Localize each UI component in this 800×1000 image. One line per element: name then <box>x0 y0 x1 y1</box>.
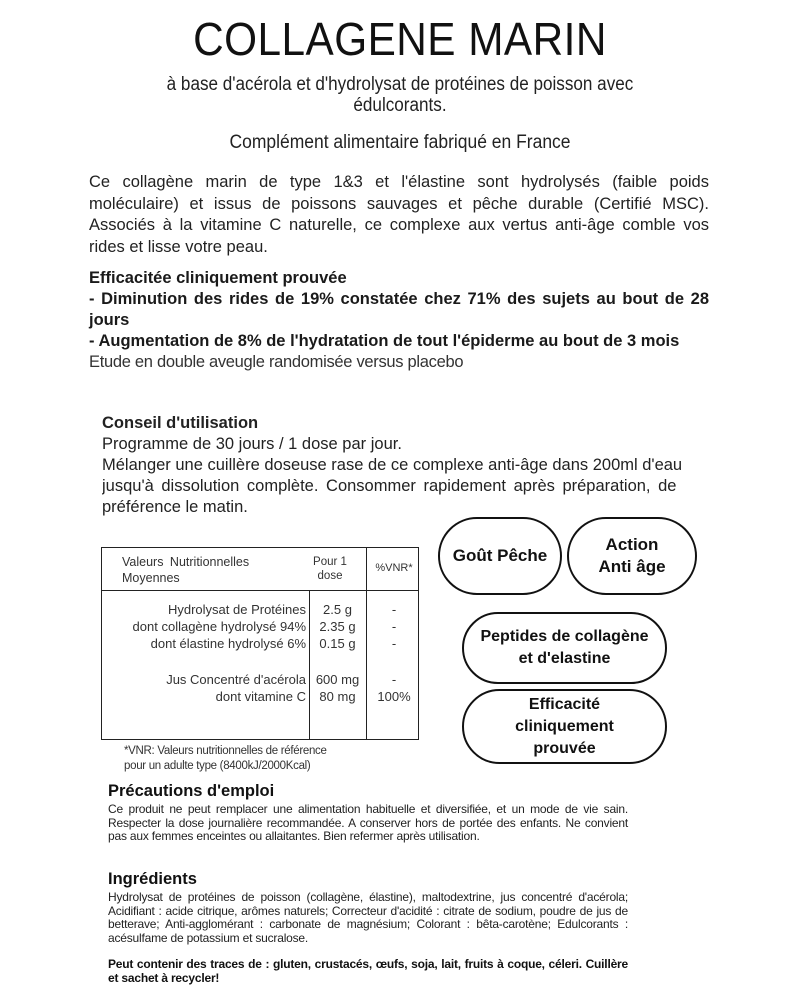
table-header-vnr: %VNR* <box>375 562 413 574</box>
header-text: dose <box>317 570 343 582</box>
nutrient-label: Jus Concentré d'acérola <box>166 672 306 687</box>
nutrient-value: 2.35 g <box>319 619 356 634</box>
usage-section <box>102 413 716 518</box>
efficacy-claim: - Augmentation de 8% de l'hydratation de tout l'épiderme au bout de 3 mois <box>89 332 680 350</box>
study-note: Etude en double aveugle randomisée versus placebo <box>89 353 464 371</box>
product-description: Ce collagène marin de type 1&3 et l'élastine sont hydrolysés (faible poids moléculaire) et issus de poissons sauvages et pêche durable (Certifié MSC). Associés à la vitamine C naturelle, ce complexe aux vertus anti-âge comble vos rides et lisse votre peau. <box>89 173 709 256</box>
usage-heading: Conseil d'utilisation <box>102 414 259 432</box>
table-divider <box>102 590 418 591</box>
ingredients-text: Hydrolysat de protéines de poisson (collagène, élastine), maltodextrine, jus concentré d'acérola; Acidifiant : acide citrique, arômes naturels; Correcteur d'acidité : citrate de sodium, poudre de jus de betterave; Anti-agglomérant : carbonate de magnésium; Colorant : bêta-carotène; Edulcorants : acésulfame de potassium et sucralose. <box>108 890 628 945</box>
nutrient-vnr: 100% <box>377 689 411 704</box>
badge-text: Goût Pêche <box>452 546 548 565</box>
product-subtitle: à base d'acérola et d'hydrolysat de protéines de poisson avec édulcorants. <box>166 74 634 116</box>
allergen-traces: Peut contenir des traces de : gluten, crustacés, œufs, soja, lait, fruits à coque, céleri. Cuillère et sachet à recycler! <box>108 957 628 985</box>
badge-text: Anti âge <box>598 557 666 576</box>
nutrient-vnr: - <box>391 619 397 634</box>
nutrient-vnr: - <box>391 672 397 687</box>
efficacy-section <box>89 268 709 373</box>
efficacy-heading: Efficacitée cliniquement prouvée <box>89 269 347 287</box>
nutrient-label: dont élastine hydrolysé 6% <box>150 636 306 651</box>
nutrient-value: 80 mg <box>319 689 356 704</box>
badge-anti-age <box>567 517 697 595</box>
nutrient-value: 0.15 g <box>319 636 356 651</box>
footnote-text: *VNR: Valeurs nutritionnelles de référence <box>124 745 327 757</box>
nutrient-value: 600 mg <box>315 672 360 687</box>
efficacy-claim: - Diminution des rides de 19% constatée chez 71% des sujets au bout de 28 jours <box>89 290 709 329</box>
product-title: COLLAGENE MARIN <box>193 13 607 65</box>
badge-clinically-proven <box>462 689 667 764</box>
badge-text: Peptides de collagène <box>480 628 649 645</box>
badge-peptides <box>462 612 667 684</box>
badge-text: cliniquement <box>515 717 614 735</box>
badge-text: prouvée <box>533 739 596 757</box>
usage-instructions: préférence le matin. <box>102 498 248 516</box>
nutrient-vnr: - <box>391 602 397 617</box>
header-text: Pour 1 <box>313 556 347 568</box>
precautions-text: Ce produit ne peut remplacer une alimentation habituelle et diversifiée, et un mode de vie sain. Respecter la dose journalière recommandée. A conserver hors de portée des enfants. Ne convient pas aux femmes enceintes ou allaitantes. Bien refermer après utilisation. <box>108 802 628 843</box>
badge-text: Action <box>605 535 659 554</box>
nutrient-label: dont vitamine C <box>215 689 306 704</box>
header-text: Valeurs Nutritionnelles <box>122 555 250 569</box>
table-divider <box>366 548 367 739</box>
nutrient-label: Hydrolysat de Protéines <box>167 602 306 617</box>
table-header-dose <box>302 555 358 583</box>
footnote-text: pour un adulte type (8400kJ/2000Kcal) <box>124 760 311 772</box>
ingredients-heading: Ingrédients <box>108 870 197 888</box>
nutrient-value: 2.5 g <box>323 602 352 617</box>
usage-instructions: jusqu'à dissolution complète. Consommer rapidement après préparation, de <box>102 477 677 495</box>
nutrient-vnr: - <box>391 636 397 651</box>
nutrition-table <box>101 547 419 740</box>
badge-text: et d'elastine <box>518 650 611 667</box>
nutrient-label: dont collagène hydrolysé 94% <box>132 619 306 634</box>
badge-text: Efficacité <box>528 695 601 713</box>
usage-instructions: Mélanger une cuillère doseuse rase de ce complexe anti-âge dans 200ml d'eau <box>102 456 683 474</box>
table-divider <box>309 590 310 739</box>
made-in-france: Complément alimentaire fabriqué en France <box>229 132 571 153</box>
header-text: Moyennes <box>122 571 180 585</box>
usage-program: Programme de 30 jours / 1 dose par jour. <box>102 435 402 453</box>
table-header-label <box>122 554 249 586</box>
vnr-footnote <box>124 744 327 774</box>
precautions-heading: Précautions d'emploi <box>108 782 275 800</box>
badge-taste-peach <box>438 517 562 595</box>
